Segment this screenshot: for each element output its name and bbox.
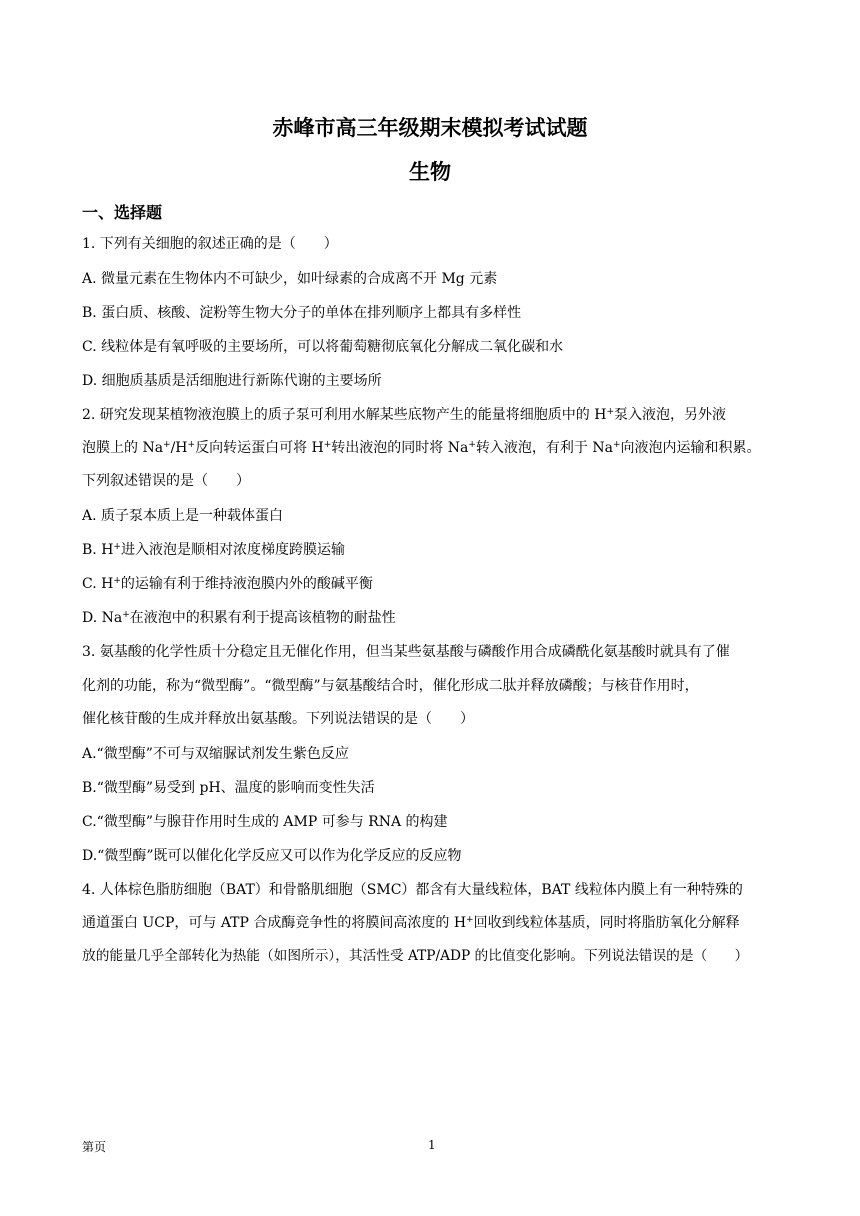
q1-option-a: A. 微量元素在生物体内不可缺少，如叶绿素的合成离不开 Mg 元素 (82, 271, 498, 287)
q4-stem-line1: 4. 人体棕色脂肪细胞（BAT）和骨骼肌细胞（SMC）都含有大量线粒体，BAT 线粒体内膜上有一种特殊的 (82, 882, 743, 898)
q2-option-a: A. 质子泵本质上是一种载体蛋白 (82, 508, 284, 524)
q3-option-b: B.“微型酶”易受到 pH、温度的影响而变性失活 (82, 780, 375, 796)
q3-option-c: C.“微型酶”与腺苷作用时生成的 AMP 可参与 RNA 的构建 (82, 814, 448, 830)
q1-stem: 1. 下列有关细胞的叙述正确的是（ ） (82, 236, 338, 252)
footer-label: 第页 (82, 1140, 107, 1154)
q2-option-b: B. H+进入液泡是顺相对浓度梯度跨膜运输 (82, 542, 345, 558)
q3-stem-line2: 化剂的功能，称为“微型酶”。“微型酶”与氨基酸结合时，催化形成二肽并释放磷酸；与核苷作用时， (82, 678, 699, 694)
page-number: 1 (428, 1138, 436, 1152)
q4-stem-line2: 通道蛋白 UCP，可与 ATP 合成酶竞争性的将膜间高浓度的 H+回收到线粒体基质，同时将脂肪氧化分解释 (82, 915, 740, 931)
q2-stem-line2: 泡膜上的 Na+/H+反向转运蛋白可将 H+转出液泡的同时将 Na+转入液泡，有利于 Na+向液泡内运输和积累。 (82, 440, 761, 456)
section-heading: 一、选择题 (82, 203, 163, 222)
q1-option-d: D. 细胞质基质是活细胞进行新陈代谢的主要场所 (82, 373, 382, 389)
q2-option-d: D. Na+在液泡中的积累有利于提高该植物的耐盐性 (82, 610, 396, 626)
q1-option-b: B. 蛋白质、核酸、淀粉等生物大分子的单体在排列顺序上都具有多样性 (82, 305, 522, 321)
q2-option-c: C. H+的运输有利于维持液泡膜内外的酸碱平衡 (82, 576, 373, 592)
q2-stem-line1: 2. 研究发现某植物液泡膜上的质子泵可利用水解某些底物产生的能量将细胞质中的 H+泵入液泡，另外液 (82, 407, 727, 423)
q4-stem-line3: 放的能量几乎全部转化为热能（如图所示），其活性受 ATP/ADP 的比值变化影响。下列说法错误的是（ ） (82, 948, 749, 964)
subject-title: 生物 (409, 160, 451, 184)
q3-stem-line1: 3. 氨基酸的化学性质十分稳定且无催化作用，但当某些氨基酸与磷酸作用合成磷酰化氨基酸时就具有了催 (82, 644, 730, 660)
q3-option-d: D.“微型酶”既可以催化化学反应又可以作为化学反应的反应物 (82, 848, 462, 864)
q3-stem-line3: 催化核苷酸的生成并释放出氨基酸。下列说法错误的是（ ） (82, 711, 474, 727)
q2-stem-line3: 下列叙述错误的是（ ） (82, 473, 250, 489)
exam-title: 赤峰市高三年级期末模拟考试试题 (272, 116, 588, 140)
q3-option-a: A.“微型酶”不可与双缩脲试剂发生紫色反应 (82, 746, 349, 762)
q1-option-c: C. 线粒体是有氧呼吸的主要场所，可以将葡萄糖彻底氧化分解成二氧化碳和水 (82, 339, 564, 355)
